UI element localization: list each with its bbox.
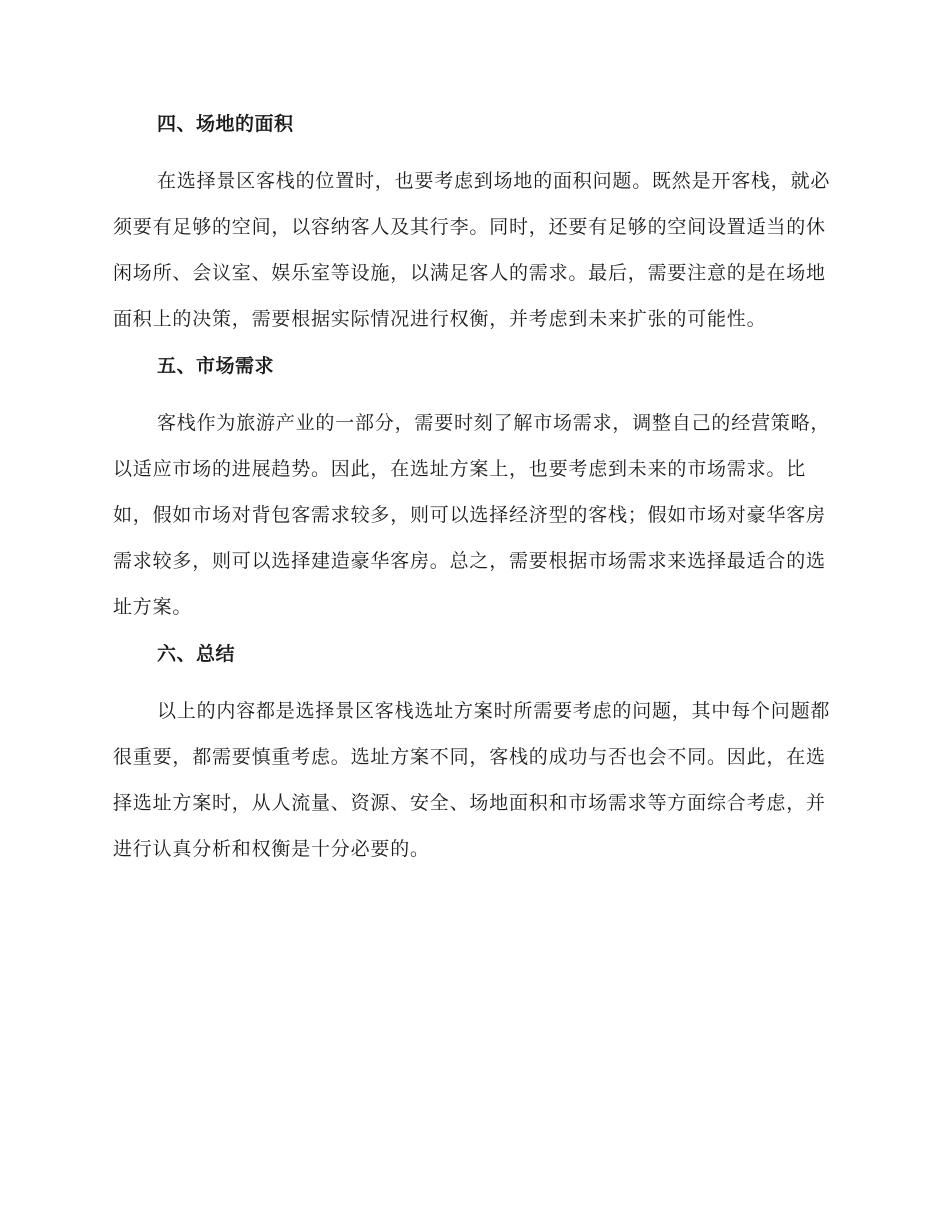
section-summary bbox=[113, 640, 833, 872]
document-page bbox=[113, 110, 833, 882]
section-paragraph: 在选择景区客栈的位置时，也要考虑到场地的面积问题。既然是开客栈，就必须要有足够的空间，以容纳客人及其行李。同时，还要有足够的空间设置适当的休闲场所、会议室、娱乐室等设施，以满足客人的需求。最后，需要注意的是在场地面积上的决策，需要根据实际情况进行权衡，并考虑到未来扩张的可能性。 bbox=[113, 170, 831, 330]
section-heading: 五、市场需求 bbox=[157, 355, 275, 377]
section-heading: 六、总结 bbox=[157, 643, 236, 665]
section-site-area bbox=[113, 110, 833, 342]
section-paragraph: 以上的内容都是选择景区客栈选址方案时所需要考虑的问题，其中每个问题都很重要，都需要慎重考虑。选址方案不同，客栈的成功与否也会不同。因此，在选择选址方案时，从人流量、资源、安全、场地面积和市场需求等方面综合考虑，并进行认真分析和权衡是十分必要的。 bbox=[113, 700, 831, 860]
section-heading: 四、场地的面积 bbox=[157, 113, 294, 135]
section-market-demand bbox=[113, 352, 833, 630]
section-paragraph: 客栈作为旅游产业的一部分，需要时刻了解市场需求，调整自己的经营策略，以适应市场的进展趋势。因此，在选址方案上，也要考虑到未来的市场需求。比如，假如市场对背包客需求较多，则可以选择经济型的客栈；假如市场对豪华客房需求较多，则可以选择建造豪华客房。总之，需要根据市场需求来选择最适合的选址方案。 bbox=[113, 412, 831, 618]
